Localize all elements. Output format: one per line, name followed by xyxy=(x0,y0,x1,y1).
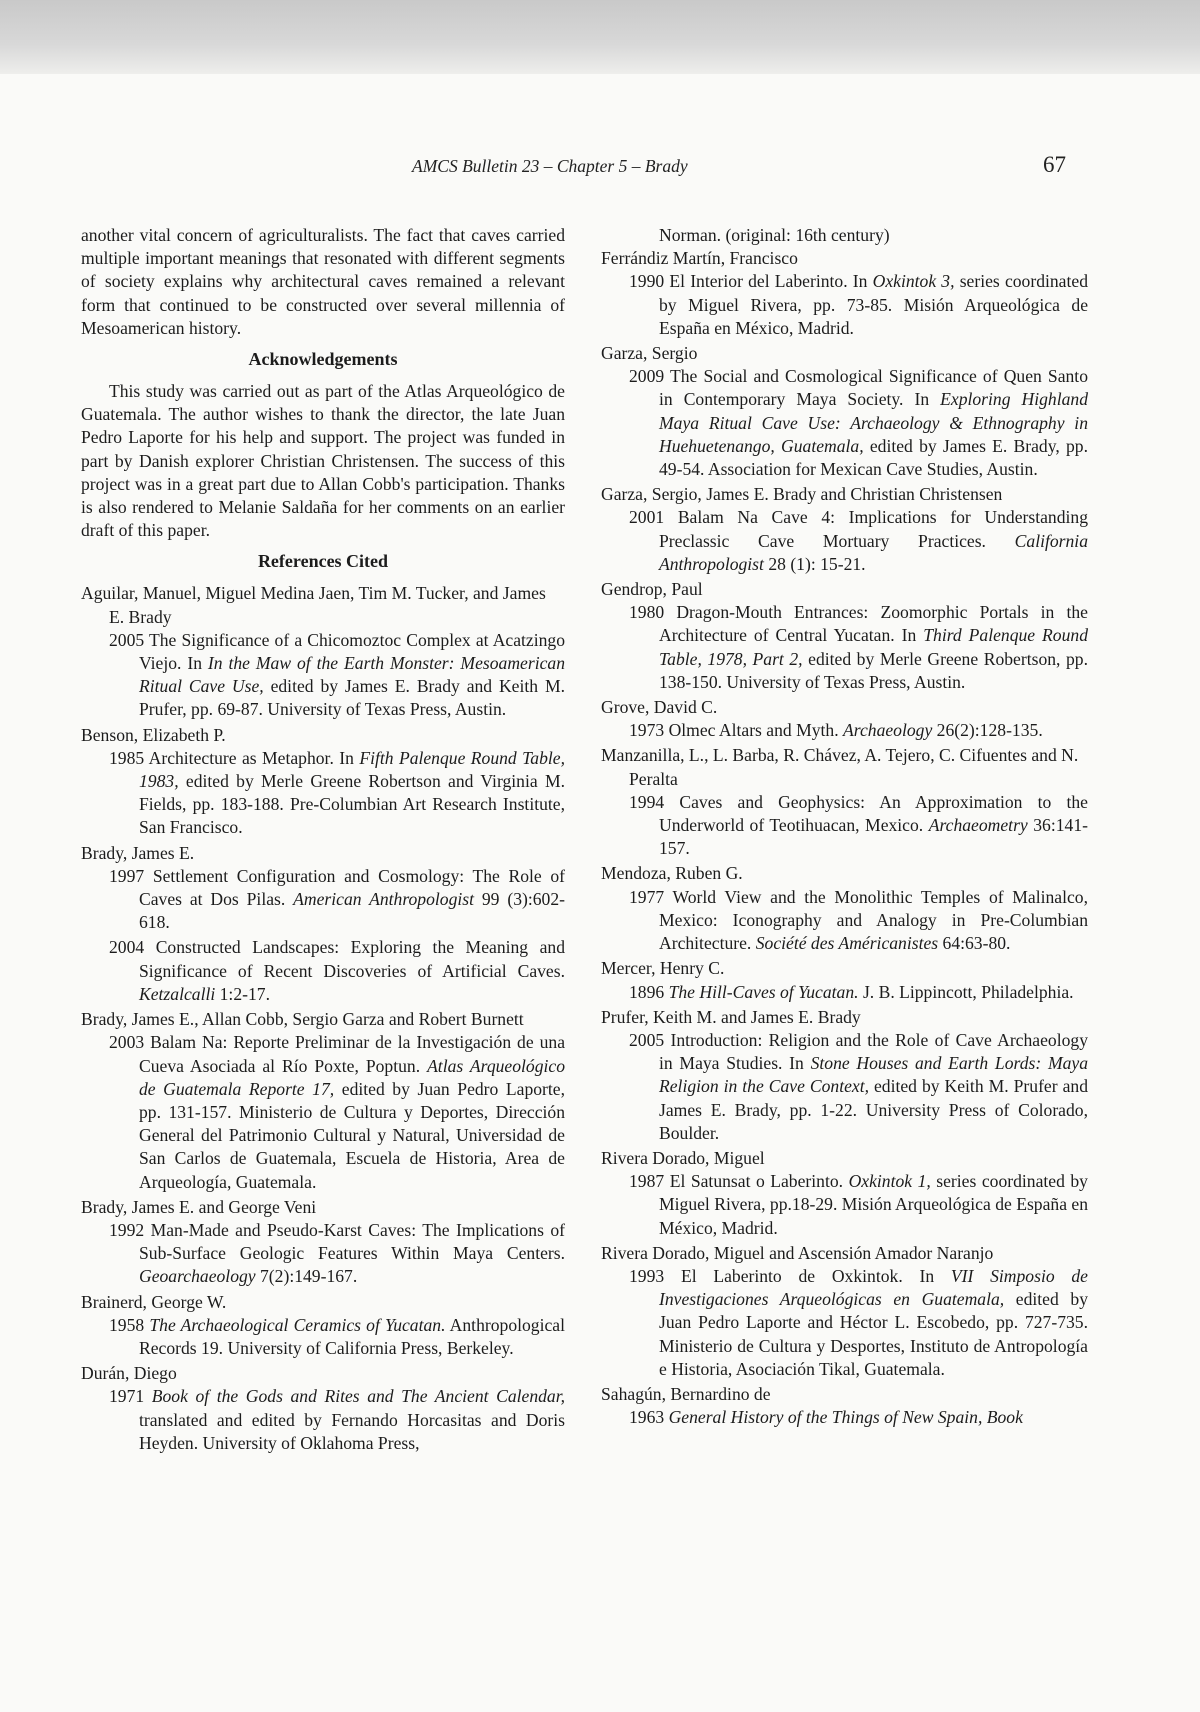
reference-author: Rivera Dorado, Miguel and Ascensión Amador Naranjo xyxy=(601,1242,994,1263)
reference-title: Third Palenque Round Table, 1978, Part 2, xyxy=(659,625,1088,669)
reference-text: series coordinated by Miguel Rivera, pp. 73-85. Misión Arqueológica de España en México, Madrid. xyxy=(659,271,1088,338)
reference-title: Archaeology xyxy=(843,720,933,741)
reference-author: Brady, James E., Allan Cobb, Sergio Garza and Robert Burnett xyxy=(81,1009,524,1030)
reference-author: Gendrop, Paul xyxy=(601,579,703,600)
reference-title: Oxkintok 3, xyxy=(872,271,955,292)
right-column xyxy=(601,224,1088,1431)
reference-text: 1994 Caves and Geophysics: An Approximation to the Underworld of Teotihuacan, Mexico. xyxy=(629,791,1088,836)
reference-entry xyxy=(601,578,1088,694)
reference-text: 1896 xyxy=(629,981,669,1002)
reference-work xyxy=(81,1314,565,1360)
reference-entry xyxy=(81,1008,565,1194)
reference-title: American Anthropologist xyxy=(293,889,475,910)
acknowledgements-heading: Acknowledgements xyxy=(248,349,398,370)
reference-author: Benson, Elizabeth P. xyxy=(81,724,226,745)
reference-entry xyxy=(601,247,1088,340)
reference-work xyxy=(601,981,1088,1004)
reference-text: 1987 El Satunsat o Laberinto. xyxy=(629,1171,849,1192)
running-head: AMCS Bulletin 23 – Chapter 5 – Brady xyxy=(412,156,688,176)
reference-entry xyxy=(601,1242,1088,1381)
reference-entry xyxy=(601,342,1088,481)
reference-text: edited by Keith M. Prufer and James E. Brady, pp. 1-22. University Press of Colorado, Boulder. xyxy=(659,1076,1088,1143)
reference-text: J. B. Lippincott, Philadelphia. xyxy=(858,981,1074,1002)
reference-work xyxy=(601,270,1088,340)
reference-author: Garza, Sergio, James E. Brady and Christian Christensen xyxy=(601,484,1003,505)
reference-author: Garza, Sergio xyxy=(601,343,698,364)
reference-entry xyxy=(601,696,1088,742)
reference-entry xyxy=(81,724,565,840)
reference-author: Mendoza, Ruben G. xyxy=(601,863,743,884)
reference-entry xyxy=(81,842,565,1006)
reference-text: edited by Juan Pedro Laporte, pp. 131-157. Ministerio de Cultura y Deportes, Dirección General del Patrimonio Cultural y Natural, Universidad de San Carlos de Guatemala, Escuela de Historia, Area de Arqueología, Guatemala. xyxy=(139,1078,566,1192)
reference-text: series coordinated by Miguel Rivera, pp.18-29. Misión Arqueológica de España en México, Madrid. xyxy=(659,1171,1089,1238)
reference-entry xyxy=(81,582,565,721)
reference-work xyxy=(81,747,565,840)
reference-work xyxy=(601,601,1088,694)
reference-text: Anthropological Records 19. University of California Press, Berkeley. xyxy=(139,1314,565,1358)
reference-text: 64:63-80. xyxy=(938,933,1011,954)
reference-entry xyxy=(601,1383,1088,1429)
reference-work xyxy=(81,936,565,1006)
reference-text: 1973 Olmec Altars and Myth. xyxy=(629,720,844,741)
reference-title: Book of the Gods and Rites and The Ancient Calendar, xyxy=(151,1386,565,1407)
reference-author: Rivera Dorado, Miguel xyxy=(601,1147,765,1168)
reference-title: California Anthropologist xyxy=(659,530,1088,574)
reference-continuation: Norman. (original: 16th century) xyxy=(659,225,890,245)
reference-entry xyxy=(601,862,1088,955)
reference-author: Aguilar, Manuel, Miguel Medina Jaen, Tim M. Tucker, and James E. Brady xyxy=(81,583,546,627)
reference-author: Manzanilla, L., L. Barba, R. Chávez, A. Tejero, C. Cifuentes and N. Peralta xyxy=(601,745,1079,789)
reference-work xyxy=(81,1219,565,1289)
reference-title: Stone Houses and Earth Lords: Maya Religion in the Cave Context, xyxy=(659,1053,1089,1097)
reference-text: 1997 Settlement Configuration and Cosmology: The Role of Caves at Dos Pilas. xyxy=(109,865,565,910)
reference-title: Geoarchaeology xyxy=(139,1266,256,1287)
reference-text: edited by James E. Brady, pp. 49-54. Association for Mexican Cave Studies, Austin. xyxy=(659,435,1089,480)
reference-text: 36:141-157. xyxy=(659,815,1088,859)
reference-work xyxy=(601,1170,1088,1240)
reference-text: 1990 El Interior del Laberinto. In xyxy=(629,271,873,292)
reference-text: 1977 World View and the Monolithic Temples of Malinalco, Mexico: Iconography and Analogy in Pre-Columbian Architecture. xyxy=(629,886,1088,954)
reference-author: Sahagún, Bernardino de xyxy=(601,1383,771,1404)
reference-text: 1992 Man-Made and Pseudo-Karst Caves: The Implications of Sub-Surface Geologic Features Within Maya Centers. xyxy=(109,1219,565,1264)
reference-title: Exploring Highland Maya Ritual Cave Use: Archaeology & Ethnography in Huehuetenango, Guatemala, xyxy=(659,389,1088,456)
left-column xyxy=(81,224,565,1457)
reference-title: General History of the Things of New Spain, Book xyxy=(668,1407,1023,1428)
reference-text: 2005 The Significance of a Chicomoztoc Complex at Acatzingo Viejo. In xyxy=(109,629,565,674)
reference-list-right xyxy=(601,247,1088,1429)
reference-text: 99 (3):602-618. xyxy=(139,889,565,933)
reference-work xyxy=(81,629,565,722)
reference-text: 2009 The Social and Cosmological Significance of Quen Santo in Contemporary Maya Society. In xyxy=(629,366,1088,410)
page-header xyxy=(0,150,1200,190)
intro-paragraph: another vital concern of agriculturalists. The fact that caves carried multiple important meanings that resonated with different segments of society explains why architectural caves remained a relevant form that continued to be constructed over several millennia of Mesoamerican history. xyxy=(81,225,565,338)
reference-text: 2003 Balam Na: Reporte Preliminar de la Investigación de una Cueva Asociada al Río Poxte, Poptun. xyxy=(109,1032,565,1076)
reference-title: Ketzalcalli xyxy=(139,983,216,1004)
reference-text: 1993 El Laberinto de Oxkintok. In xyxy=(629,1265,951,1286)
reference-title: VII Simposio de Investigaciones Arqueológicas en Guatemala, xyxy=(659,1265,1088,1310)
reference-title: Oxkintok 1, xyxy=(848,1171,931,1192)
reference-title: Archaeometry xyxy=(928,815,1028,836)
reference-text: 2004 Constructed Landscapes: Exploring the Meaning and Significance of Recent Discoveries of Artificial Caves. xyxy=(109,937,565,981)
reference-work xyxy=(601,1265,1088,1381)
reference-work xyxy=(601,719,1088,742)
reference-text: 1963 xyxy=(629,1407,669,1428)
reference-text: 26(2):128-135. xyxy=(932,720,1043,741)
references-heading: References Cited xyxy=(257,551,389,572)
reference-text: edited by Juan Pedro Laporte and Héctor L. Escobedo, pp. 727-735. Ministerio de Cultura y Desportes, Instituto de Antropología e Historia, Asociación Tikal, Guatemala. xyxy=(659,1289,1088,1379)
reference-author: Grove, David C. xyxy=(601,697,718,718)
reference-entry xyxy=(81,1196,565,1289)
reference-author: Brainerd, George W. xyxy=(81,1291,227,1312)
reference-work xyxy=(81,1385,565,1455)
reference-author: Brady, James E. and George Veni xyxy=(81,1196,317,1217)
reference-entry xyxy=(601,957,1088,1003)
page-number: 67 xyxy=(1043,152,1066,177)
scan-edge-shadow xyxy=(0,0,1200,74)
reference-text: 1980 Dragon-Mouth Entrances: Zoomorphic Portals in the Architecture of Central Yucatan. In xyxy=(629,602,1088,646)
reference-author: Brady, James E. xyxy=(81,842,195,863)
reference-entry xyxy=(81,1362,565,1455)
reference-entry xyxy=(81,1291,565,1361)
reference-list-left xyxy=(81,582,565,1455)
reference-text: 1985 Architecture as Metaphor. In xyxy=(109,747,360,768)
reference-work xyxy=(601,1029,1088,1145)
reference-text: 1:2-17. xyxy=(215,983,270,1004)
reference-work xyxy=(601,365,1088,481)
reference-entry xyxy=(601,744,1088,860)
reference-text: 1971 xyxy=(109,1386,152,1407)
reference-title: Société des Américanistes xyxy=(755,933,939,954)
reference-title: The Archaeological Ceramics of Yucatan. xyxy=(149,1314,446,1335)
reference-text: edited by James E. Brady and Keith M. Prufer, pp. 69-87. University of Texas Press, Austin. xyxy=(139,676,565,720)
reference-text: 2005 Introduction: Religion and the Role of Cave Archaeology in Maya Studies. In xyxy=(629,1029,1088,1074)
reference-entry xyxy=(601,483,1088,576)
reference-title: The Hill-Caves of Yucatan. xyxy=(668,981,859,1002)
reference-text: edited by Merle Greene Robertson and Virginia M. Fields, pp. 183-188. Pre-Columbian Art Research Institute, San Francisco. xyxy=(139,771,565,838)
reference-text: 2001 Balam Na Cave 4: Implications for Understanding Preclassic Cave Mortuary Practices. xyxy=(629,507,1088,551)
reference-work xyxy=(601,1406,1088,1429)
reference-title: In the Maw of the Earth Monster: Mesoamerican Ritual Cave Use, xyxy=(139,653,565,697)
reference-entry xyxy=(601,1006,1088,1145)
reference-work xyxy=(601,791,1088,861)
reference-text: edited by Merle Greene Robertson, pp. 138-150. University of Texas Press, Austin. xyxy=(659,648,1088,692)
reference-text: translated and edited by Fernando Horcasitas and Doris Heyden. University of Oklahoma Press, xyxy=(139,1409,565,1453)
reference-author: Ferrándiz Martín, Francisco xyxy=(601,248,798,269)
reference-title: Fifth Palenque Round Table, 1983, xyxy=(139,747,566,792)
reference-text: 7(2):149-167. xyxy=(255,1266,358,1287)
reference-entry xyxy=(601,1147,1088,1240)
reference-author: Durán, Diego xyxy=(81,1363,177,1384)
reference-work xyxy=(81,1031,565,1193)
reference-work xyxy=(601,886,1088,956)
reference-text: 28 (1): 15-21. xyxy=(763,553,866,574)
reference-work xyxy=(81,865,565,935)
acknowledgements-paragraph: This study was carried out as part of the Atlas Arqueológico de Guatemala. The author wishes to thank the director, the late Juan Pedro Laporte for his help and support. The project was funded in part by Danish explorer Christian Christensen. The success of this project was in a great part due to Allan Cobb's participation. Thanks is also rendered to Melanie Saldaña for her comments on an earlier draft of this paper. xyxy=(81,381,565,541)
reference-author: Prufer, Keith M. and James E. Brady xyxy=(601,1006,861,1027)
reference-author: Mercer, Henry C. xyxy=(601,958,725,979)
reference-title: Atlas Arqueológico de Guatemala Reporte 17, xyxy=(139,1055,565,1099)
reference-text: 1958 xyxy=(109,1314,150,1335)
reference-work xyxy=(601,506,1088,576)
